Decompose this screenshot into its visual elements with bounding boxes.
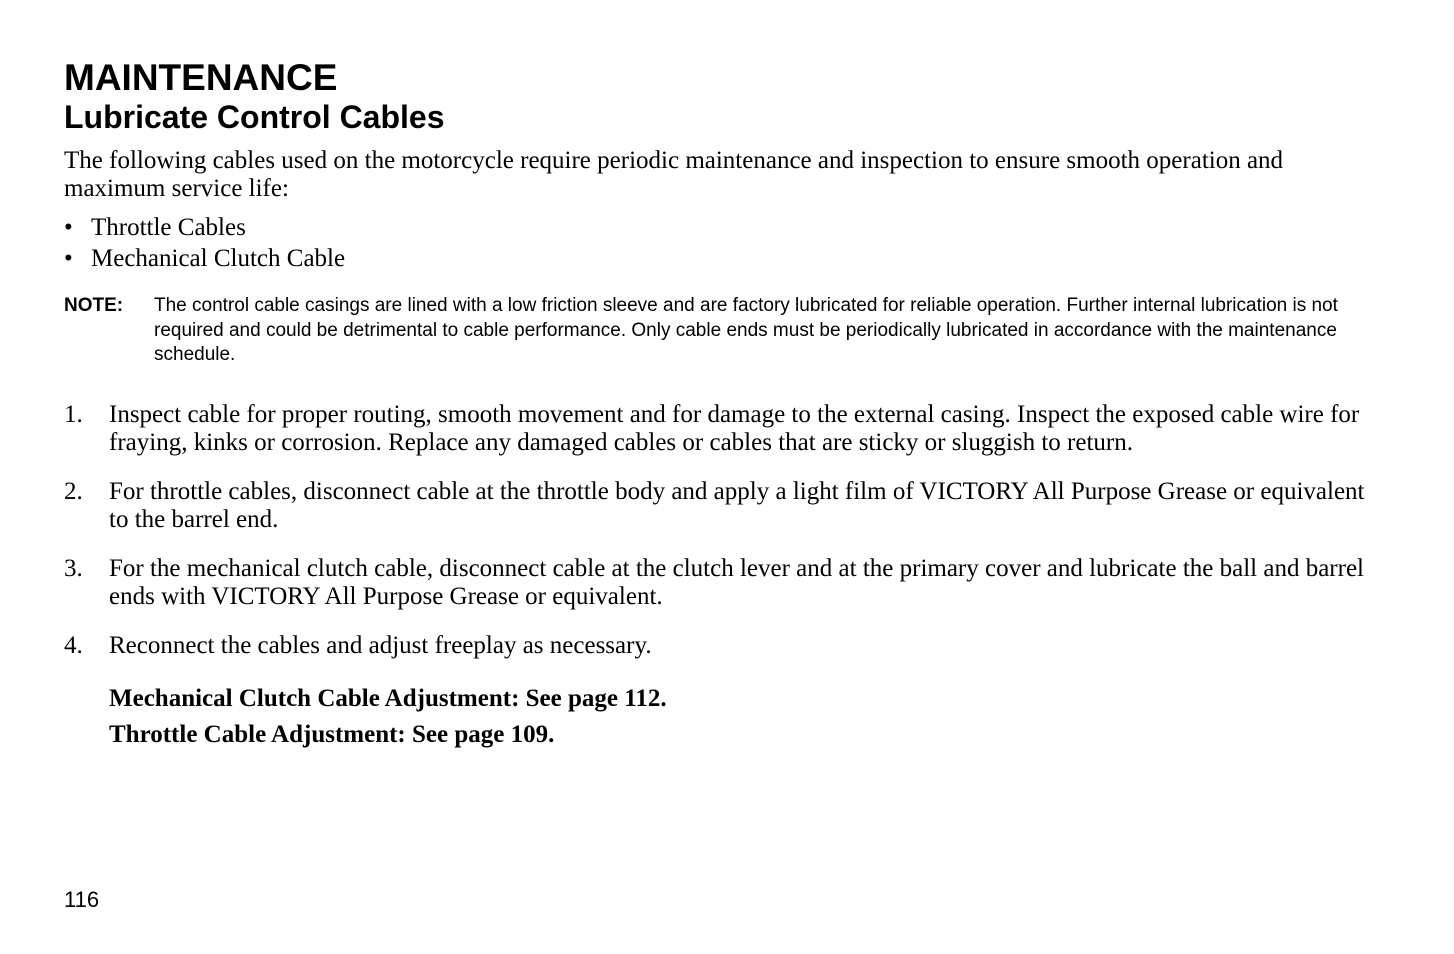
note-block: [64, 294, 1374, 368]
reference-clutch-adjustment: Mechanical Clutch Cable Adjustment: See page 112.: [109, 684, 667, 712]
step-number: 1.: [64, 400, 83, 428]
page-number: 116: [64, 887, 100, 912]
reference-throttle-adjustment: Throttle Cable Adjustment: See page 109.: [109, 720, 555, 748]
cable-list: [64, 212, 1374, 274]
list-item: [64, 243, 1374, 274]
note-text: The control cable casings are lined with a low friction sleeve and are factory lubricated for reliable operation. Further internal lubrication is not required and could be detrimental to cable performance. Only cable ends must be periodically lubricated in accordance with the maintenance schedule.: [154, 295, 1338, 365]
manual-page: [64, 58, 1374, 753]
step-number: 2.: [64, 477, 83, 505]
note-label: NOTE:: [64, 295, 124, 316]
section-title: MAINTENANCE: [64, 57, 338, 98]
step-item: [64, 478, 1374, 534]
procedure-steps: [64, 401, 1374, 660]
list-item-text: Throttle Cables: [91, 214, 246, 241]
step-text: Inspect cable for proper routing, smooth movement and for damage to the external casing. Inspect the exposed cable wire for fraying, kinks or corrosion. Replace any damaged cables or cables that are sticky or sluggish to return.: [109, 400, 1360, 456]
step-text: Reconnect the cables and adjust freeplay as necessary.: [109, 631, 652, 659]
subsection-title: Lubricate Control Cables: [64, 99, 445, 135]
step-text: For throttle cables, disconnect cable at the throttle body and apply a light film of VICTORY All Purpose Grease or equivalent to the barrel end.: [109, 477, 1365, 533]
intro-paragraph: The following cables used on the motorcycle require periodic maintenance and inspection to ensure smooth operation and maximum service life:: [64, 147, 1284, 202]
page-references: [109, 681, 1374, 753]
bullet-icon: •: [64, 214, 73, 241]
step-number: 3.: [64, 554, 83, 582]
step-item: [64, 555, 1374, 611]
step-text: For the mechanical clutch cable, disconnect cable at the clutch lever and at the primary cover and lubricate the ball and barrel ends with VICTORY All Purpose Grease or equivalent.: [109, 554, 1364, 610]
step-item: [64, 632, 1374, 660]
list-item-text: Mechanical Clutch Cable: [91, 245, 346, 272]
step-item: [64, 401, 1374, 457]
list-item: [64, 212, 1374, 243]
bullet-icon: •: [64, 245, 73, 272]
step-number: 4.: [64, 631, 83, 659]
